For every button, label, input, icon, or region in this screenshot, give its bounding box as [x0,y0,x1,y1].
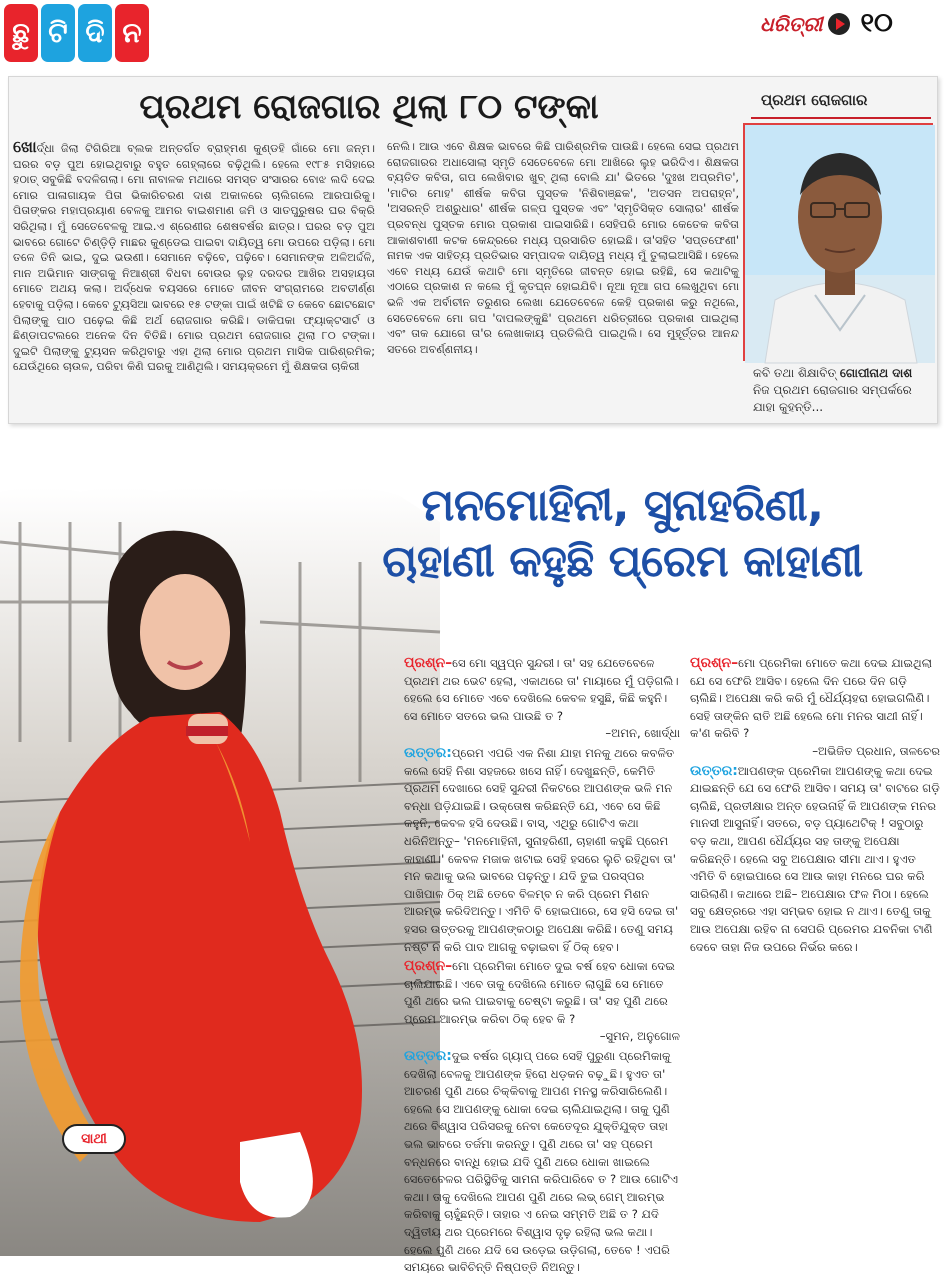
qa-column-right [690,655,940,958]
signature-badge: ସାଥୀ [62,1124,126,1154]
article-column-1 [13,139,375,375]
answer-text: ପ୍ରେମ ଏପରି ଏକ ନିଶା ଯାହା ମନକୁ ଥରେ କବଳିତ କଲେ ସେହି ନିଶା ସହଜରେ ଖସେ ନାହିଁ। ଦେଖୁଛନ୍ତି, କେମିତି ପ୍ରଥମ ଦେଖାରେ ସେହି ସୁନ୍ଦରୀ ନିକଟରେ ଆପଣଙ୍କ ଭଳି ମନ ବନ୍ଧା ପଡ଼ିଯାଇଛି। ଉକ୍ତୋଷ କରିଛନ୍ତି ଯେ, ଏବେ ସେ କିଛି କହୁନି, କେବଳ ହସି ଦେଉଛି। ବାସ୍, ଏଥିରୁ ଗୋଟିଏ କଥା ଧରିନିଅନ୍ତୁ– 'ମନମୋହିନୀ, ସୁନାହରିଣୀ, ଚାହାଣୀ କହୁଛି ପ୍ରେମ କାହାଣୀ।' କେବଳ ମଜାକ ଖଟାଇ ସେହି ହସରେ ଲୁଚି ରହିଥିବା ତା' ମନ କଥାକୁ ଭଲ ଭାବରେ ପଢ଼ନ୍ତୁ। ଯଦି ତୁଇ ପରସ୍ପର ପାଖିପାଳ ଠିକ୍ ଅଛି ତେବେ ବିଳମ୍ବ ନ କରି ପ୍ରେମ ମିଶନ ଆରମ୍ଭ କରିଦିଅନ୍ତୁ। ଏମିତି ବି ହୋଇପାରେ, ସେ ହସି ଦେଇ ତା' ହସର ଉତ୍ତରକୁ ଆପଣଙ୍କଠାରୁ ଅପେକ୍ଷା କରିଛି। ତେଣୁ ସମୟ ନଷ୍ଟ ନ କରି ପାଦ ଆଗକୁ ବଢ଼ାଇବା ହିଁ ଠିକ୍ ହେବ। [404,745,679,954]
answer-text: ଦୁଇ ବର୍ଷର ଗ୍ୟାପ୍ ପରେ ସେହି ପୁରୁଣା ପ୍ରେମିକାକୁ ଦେଖିଲା ବେଳକୁ ଆପଣଙ୍କ ହିରୋ ଧଡ଼କନ ବଢ଼ୁଛି। ହୁଏତ ତା' ଆଚରଣ ପୁଣି ଥରେ ଚିକ୍କିବାକୁ ଆପଣ ମନସ୍ଥ କରିସାରିଲେଣି। ହେଲେ ସେ ଆପଣଙ୍କୁ ଧୋକା ଦେଇ ଚାଲିଯାଇଥିଲା। ତାକୁ ପୁଣି ଥରେ ବିଶ୍ୱାସ ପରିସରକୁ ନେବା କେତେଦୂର ଯୁକ୍ତିଯୁକ୍ତ ତାହା ଭଲ ଭାବରେ ତର୍ଜମା କରନ୍ତୁ। ପୁଣି ଥରେ ତା' ସହ ପ୍ରେମ ବନ୍ଧନରେ ବାନ୍ଧି ହୋଇ ଯଦି ପୁଣି ଥରେ ଧୋକା ଖାଇଲେ ସେତେବେଳର ପରିସ୍ଥିତିକୁ ସାମନା କରିପାରିବେ ତ ? ଆଉ ଗୋଟିଏ କଥା। ତାକୁ ଦେଖିଲେ ଆପଣ ପୁଣି ଥରେ ଲଭ୍ ଗେମ୍ ଆରମ୍ଭ କରିବାକୁ ଚାହୁଁଛନ୍ତି। ତାହାର ଏ ନେଇ ସମ୍ମତି ଅଛି ତ ? ଯଦି ଦ୍ୱିତୀୟ ଥର ପ୍ରେମରେ ବିଶ୍ୱାସ ଦୃଢ଼ ରହିଲା ଭଲ କଥା। ହେଲେ ପୁଣି ଥରେ ଯଦି ସେ ଉଡ଼େଇ ଉଡ଼ିଗଲା, ତେବେ ! ଏପରି ସମୟରେ ଭାବିଚିନ୍ତି ନିଷ୍ପତ୍ତି ନିଅନ୍ତୁ। [404,1049,679,1275]
question-label: ପ୍ରଶ୍ନ– [404,655,453,671]
portrait-illustration [745,125,935,363]
section-title-letter: ଟି [41,4,75,62]
article-text: ର୍ଦ୍ଧା ଜିଲା ଟିଗିରିଆ ବ୍ଲକ ଅନ୍ତର୍ଗତ ବ୍ରାହ୍ମଣ କୁଣ୍ଡହି ଗାଁରେ ମୋ ଜନ୍ମ। ଘରର ବଡ଼ ପୁଅ ହୋଇଥିବାରୁ ବହୁତ ଗେହ୍ଲାରେ ବଢ଼ିଥିଲି। ହେଲେ ୧୯୮୫ ମସିହାରେ ହଠାତ୍ ସବୁକିଛି ବଦଳିଗଲା। ମୋ ନାବାଳକ ମଥାରେ ସମସ୍ତ ସଂସାରର ବୋଝ ଲଦି ଦେଇ ମୋର ପାଳାଗାୟକ ପିତା ଭିକାରିଚରଣ ଦାଶ ଅକାଳରେ ଚାଲିଗଲେ ଆରପାରିକୁ। ପିତାଙ୍କର ମହାପ୍ରୟାଣ ବେଳକୁ ଆମର ବାଇଶମାଣ ଜମି ଓ ସାତପୁରୁଷର ଘର ବିକ୍ରି ସରିଥିଲା। ମୁଁ ସେତେବେଳକୁ ଆଇ.ଏ ଶ୍ରେଣୀର ଶେଷବର୍ଷର ଛାତ୍ର। ଘରର ବଡ଼ ପୁଅ ଭାବରେ ଗୋଟେ ଚିଣ୍ଡ଼ିଡ଼ି ମାଛର କୁଣ୍ଡେଇ ପାଇବା ଦାୟିତ୍ୱ ମୋ ଉପରେ ପଡ଼ିଲା। ମୋ ତଳେ ତିନି ଭାଇ, ଦୁଇ ଭଉଣୀ। ସେମାନେ ବଢ଼ିବେ, ପଢ଼ିବେ। ସେମାନଙ୍କ ଅଳିଅର୍ଦ୍ଦଳି, ମାନ ଅଭିମାନ ସାଙ୍ଗକୁ ନିଆଶ୍ରୀ ବିଧବା ବୋଉର ଲୁହ ଦରଦର ଆଖିର ଅସହାୟତା ମୋତେ ଅଥୟ କଲା। ଅର୍ଦ୍ଧେକ ବୟସରେ ମୋତେ ଜୀବନ ସଂଗ୍ରାମରେ ଅବତୀର୍ଣ୍ଣ ହେବାକୁ ପଡ଼ିଲା। କେବେ ଟ୍ୟୁସିଆ ଭାବରେ ୧୫ ଟଙ୍କା ପାଇଁ ଖଟିଛି ତ କେବେ ଛୋଟଛୋଟ ପିଲାଙ୍କୁ ପାଠ ପଢ଼େଇ କିଛି ଅର୍ଥ ରୋଜଗାର କରିଛି। ଡାକିପକା ଫ୍ୟାକ୍ଟସାର୍ଟ ଓ ଛିଣ୍ଡାପଟଲରେ ଅନେକ ଦିନ ବିତିଛି। ମୋର ପ୍ରଥମ ରୋଜଗାର ଥିଲା ୮୦ ଟଙ୍କା। ଦୁଇଟି ପିଲାଙ୍କୁ ଟ୍ୟୁସନ କରିଥିବାରୁ ଏହା ଥିଲା ମୋର ପ୍ରଥମ ମାସିକ ପାରିଶ୍ରମିକ; ଯେଉଁଥିରେ ଚାଉଳ, ପରିବା କିଣି ଘରକୁ ଆଣିଥିଲି। ସମୟକ୍ରମେ ମୁଁ ଶିକ୍ଷକତା ଚାକିରୀ [13,142,375,374]
question-label: ପ୍ରଶ୍ନ– [404,958,453,975]
caption-name: ଗୋପୀନାଥ ଦାଶ [839,366,913,380]
question-text: ମୋ ପ୍ରେମିକା ମୋତେ ଦୁଇ ବର୍ଷ ହେବ ଧୋକା ଦେଇ ଚାଲିଯାଇଛି। ଏବେ ତାକୁ ଦେଖିଲେ ମୋତେ ଲାଗୁଛି ସେ ମୋତେ ପୁଣି ଥରେ ଭଲ ପାଇବାକୁ ଚେଷ୍ଟା କରୁଛି। ତା' ସହ ପୁଣି ଥରେ ପ୍ରେମ ଆରମ୍ଭ କରିବା ଠିକ୍ ହେବ କି ? [404,959,675,1026]
question-block [404,958,680,1046]
brand-logo: ଧରିତ୍ରୀ [760,11,823,36]
caption-text: ନିଜ ପ୍ରଥମ ରୋଜଗାର ସମ୍ପର୍କରେ ଯାହା କୁହନ୍ତି... [753,383,912,414]
answer-label: ଉତ୍ତର: [690,762,738,779]
question-block [404,655,680,743]
qa-column-left [404,655,680,1279]
answer-block [690,763,940,957]
answer-label: ଉତ୍ତର: [404,1048,452,1065]
article-kicker: ପ୍ରଥମ ରୋଜଗାର [751,87,931,119]
feature-title-line: ମନମୋହିନୀ, ସୁନାହରିଣୀ, [421,480,824,531]
article-headline: ପ୍ରଥମ ରୋଜଗାର ଥିଲା ୮୦ ଟଙ୍କା [139,87,599,127]
masthead [0,0,945,68]
answer-block [404,1048,680,1277]
play-icon [828,13,850,35]
feature-title [300,478,945,590]
answer-text: ଆପଣଙ୍କ ପ୍ରେମିକା ଆପଣଙ୍କୁ କଥା ଦେଇ ଯାଇଛନ୍ତି ଯେ ସେ ଫେରି ଆସିବ। ସମୟ ତା' ବାଟରେ ଗଡ଼ି ଚାଲିଛି, ପ୍ରତୀକ୍ଷାର ଅନ୍ତ ହେଉନାହିଁ କି ଆପଣଙ୍କ ମନର ମାନସୀ ଆସୁନାହିଁ। ସତରେ, ବଡ଼ ପ୍ୟାଥେଟିକ୍ ! ସବୁଠାରୁ ବଡ଼ କଥା, ଆପଣ ଧୈର୍ଯ୍ୟର ସହ ତାଙ୍କୁ ଅପେକ୍ଷା କରିଛନ୍ତି। ହେଲେ ସବୁ ଅପେକ୍ଷାର ସୀମା ଥାଏ। ହୁଏତ ଏମିତି ବି ହୋଇପାରେ ସେ ଆଉ କାହା ମନରେ ଘର କରି ସାରିଲାଣି। କଥାରେ ଅଛି– ଅପେକ୍ଷାର ଫଳ ମିଠା। ହେଲେ ସବୁ କ୍ଷେତ୍ରରେ ଏହା ସମ୍ଭବ ହୋଇ ନ ଥାଏ। ତେଣୁ ତାକୁ ଆଉ ଅପେକ୍ଷା ରହିବ ନା ସେପରି ପ୍ରେମର ଯବନିକା ଟାଣି ଦେବେ ତାହା ନିଜ ଉପରେ ନିର୍ଭର କରେ। [690,763,940,954]
dropcap: ଖୋ [13,137,37,156]
answer-block [404,745,680,956]
answer-label: ଉତ୍ତର: [404,744,452,761]
question-block [690,655,940,761]
section-title-letter: ଦି [78,4,112,62]
section-title-letter: ନ [115,4,149,62]
question-text: ସେ ମୋ ସ୍ୱପ୍ନ ସୁନ୍ଦରୀ। ତା' ସହ ଯେତେବେଳେ ପ୍ରଥମ ଥର ଭେଟ ହେଲା, ଏକାଥରେ ତା' ମାୟାରେ ମୁଁ ପଡ଼ିଗଲି। ହେଲେ ସେ ମୋତେ ଏବେ ଦେଖିଲେ କେବଳ ହସୁଛି, କିଛି କହୁନି। ସେ ମୋତେ ସତରେ ଭଲ ପାଉଛି ତ ? [404,656,679,723]
question-attribution: –ଅମନ, ଖୋର୍ଦ୍ଧା [605,726,680,741]
portrait-caption [753,365,923,416]
question-text: ମୋ ପ୍ରେମିକା ମୋତେ କଥା ଦେଇ ଯାଇଥିଲା ଯେ ସେ ଫେରି ଆସିବ। ହେଲେ ଦିନ ପରେ ଦିନ ଗଡ଼ି ଚାଲିଛି। ଅପେକ୍ଷା କରି କରି ମୁଁ ଧୈର୍ଯ୍ୟହରା ହୋଇଗଲିଣି। ସେହି ତାଙ୍କିନ ରାତି ଅଛି ହେଲେ ମୋ ମନର ସାଥୀ ନାହିଁ। କ'ଣ କରିବି ? [690,656,932,741]
feature-title-line: ଚାହାଣୀ କହୁଛି ପ୍ରେମ କାହାଣୀ [382,536,863,587]
first-earning-article [8,76,938,424]
section-title [4,4,149,62]
article-column-2: ନେଲି। ଆଉ ଏବେ ଶିକ୍ଷକ ଭାବରେ କିଛି ପାରିଶ୍ରମିକ ପାଉଛି। ହେଲେ ସେଇ ପ୍ରଥମ ରୋଜଗାରର ଅଧାସୋଲା ସ୍ମୃତି ସେତେବେଳେ ମୋ ଆଖିରେ ଲୁହ ଭରିଦିଏ। ଶିକ୍ଷକତା ବ୍ୟତିତ କବିତା, ଗପ ଲେଖିବାର ଖୁବ୍ ଥିଲା ବୋଲି ଯା' ଭିତରେ 'ଦୁଃଖ ଅପ୍ରମିତ', 'ମାଟିର ମୋହ' ଶୀର୍ଷକ କବିତା ପୁସ୍ତକ 'ନିଶିବାଞ୍ଛକ', 'ଅତସନ ଅପରାହ୍ନ', 'ଅସରନ୍ତି ଅଶ୍ରୁଧାର' ଶୀର୍ଷକ ଗଳ୍ପ ପୁସ୍ତକ ଏବଂ 'ସ୍ମୃତିସିକ୍ତ ସୋଲାର' ଶୀର୍ଷକ ପ୍ରବନ୍ଧ ପୁସ୍ତକ ମୋର ପ୍ରକାଶ ପାଇସାରିଛି। ସେହିପରି ମୋର କେତେକ କବିତା ଆକାଶବାଣୀ କଟକ କେନ୍ଦ୍ରରେ ମଧ୍ୟ ପ୍ରସାରିତ ହୋଇଛି। ତା'ସହିତ 'ସପ୍ତଫେଣୀ' ନାମକ ଏକ ସାହିତ୍ୟ ପ୍ରତିଭାର ସମ୍ପାଦକ ଦାୟିତ୍ୱ ମଧ୍ୟ ମୁଁ ତୁଲାଇଆସିଛି। ହେଲେ ଏବେ ମଧ୍ୟ ଯେଉଁ କଥାଟି ମୋ ସ୍ମୃତିରେ ଜୀବନ୍ତ ହୋଇ ରହିଛି, ସେ କଥାଟିକୁ ଏଠାରେ ପ୍ରକାଶ ନ କଲେ ମୁଁ କୃତଘ୍ନ ହୋଇଯିବି। ନୂଆ ନୂଆ ଗପ ଲେଖୁଥିବା ମୋ ଭଳି ଏକ ଅର୍ବାଚୀନ ତରୁଣର ଲେଖା ଯେତେବେଳେ କେହି ପ୍ରକାଶ କରୁ ନଥିଲେ, ସେତେବେଳେ ମୋ ଗପ 'ଦାପଲଙ୍କୁଛି' ପ୍ରଥମେ ଧରିତ୍ରୀରେ ପ୍ରକାଶ ପାଇଥିଲା ଏବଂ ତାକ ଯୋଗେ ତା'ର ଲେଖାକାୟ ପ୍ରତିଲିପି ପାଇଥିଲି। ସେ ମୁହୂର୍ତ୍ତର ଆନନ୍ଦ ସତରେ ଅବର୍ଣ୍ଣନୀୟ। [387,140,739,356]
question-label: ପ୍ରଶ୍ନ– [690,655,739,671]
author-portrait [743,123,933,361]
brand-block [760,8,893,39]
caption-text: କବି ତଥା ଶିକ୍ଷାବିତ୍ [753,366,840,380]
question-attribution: –ସୁମନ, ଅନୁଗୋଳ [599,1029,680,1044]
question-attribution: –ଅଭିଜିତ ପ୍ରଧାନ, ତାଳଚେର [812,743,940,758]
page-number: ୧୦ [860,8,893,38]
section-title-letter: ଛୁ [4,4,38,62]
